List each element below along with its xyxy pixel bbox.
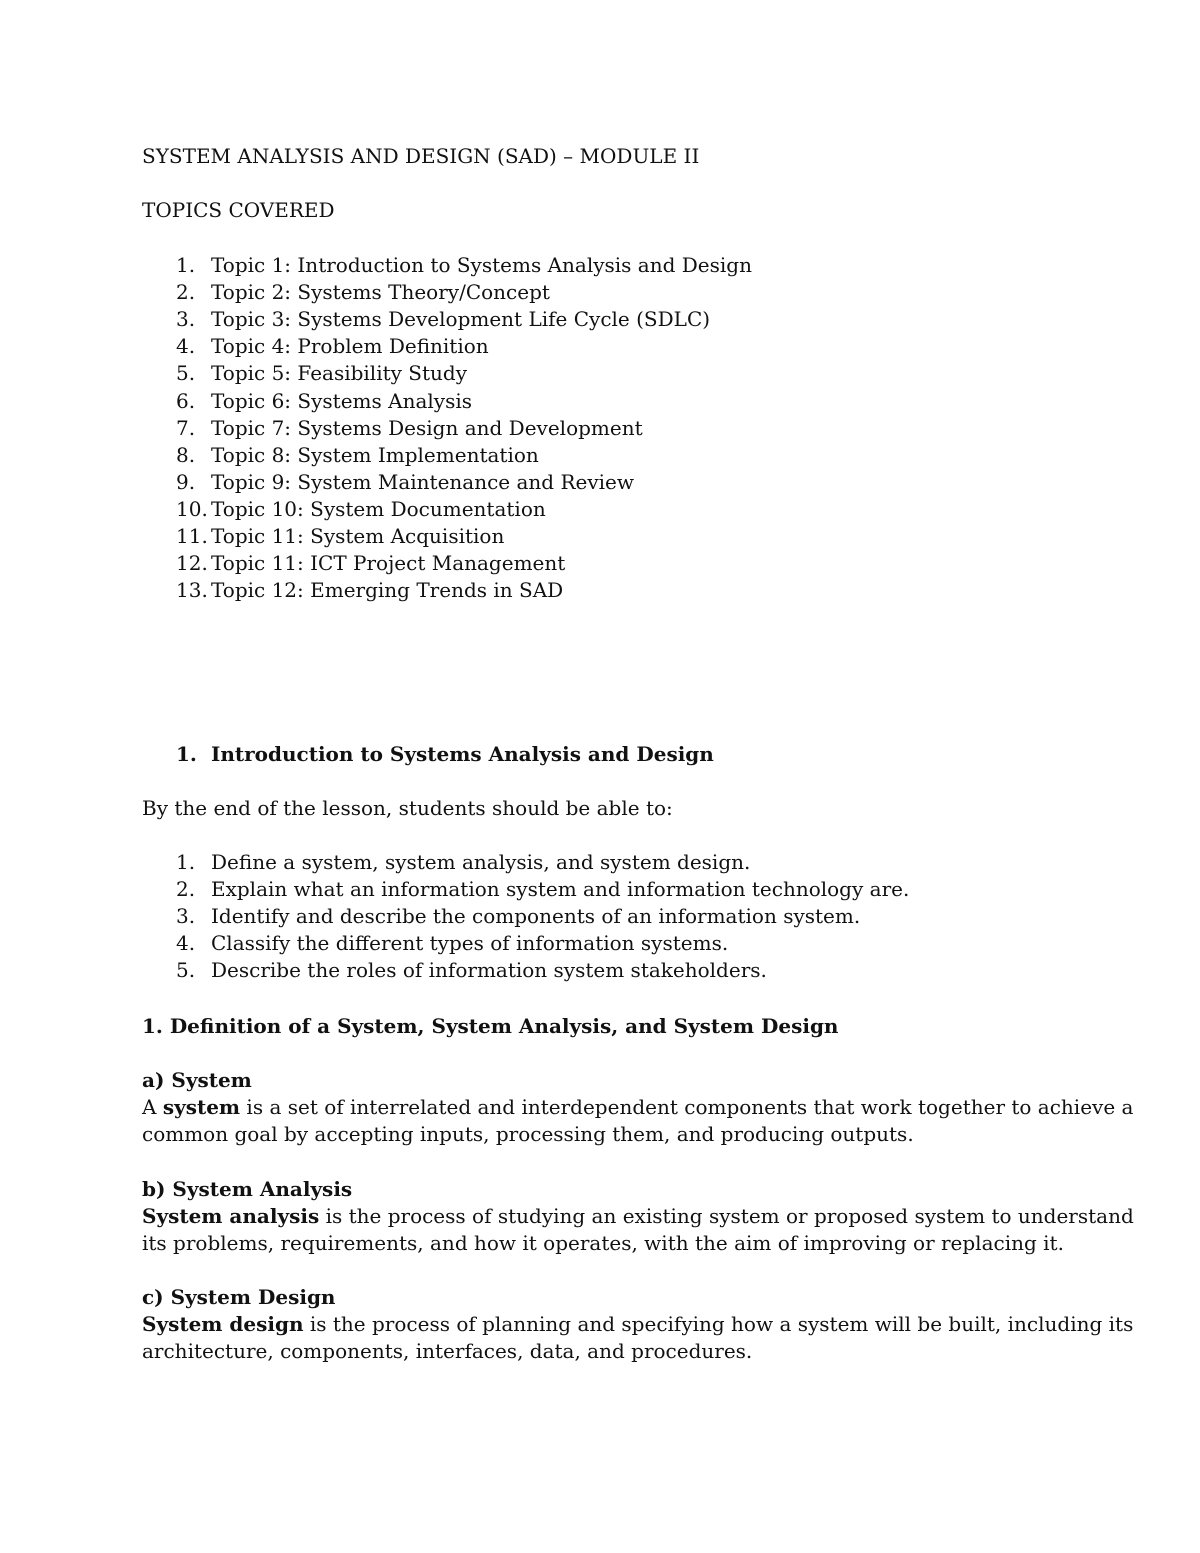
system-line1-rest: is a set of interrelated and interdependent components that work together to achieve a xyxy=(240,1095,1134,1119)
topic-item-text: Topic 5: Feasibility Study xyxy=(211,361,468,386)
topic-item-number: 12. xyxy=(176,551,208,576)
objective-item-text: Explain what an information system and information technology are. xyxy=(211,877,910,902)
objective-item-number: 1. xyxy=(176,850,196,874)
design-definition-line2: architecture, components, interfaces, data, and procedures. xyxy=(142,1339,753,1363)
system-term: system xyxy=(162,1095,241,1119)
analysis-term: System analysis xyxy=(142,1204,320,1228)
design-heading: c) System Design xyxy=(142,1285,336,1309)
topic-item-number: 2. xyxy=(176,280,196,305)
system-heading: a) System xyxy=(142,1068,252,1092)
objective-item-number: 4. xyxy=(176,931,196,956)
topic-item-number: 13. xyxy=(176,578,208,603)
topic-item-text: Topic 10: System Documentation xyxy=(211,496,546,521)
topic-item-number: 5. xyxy=(176,361,196,386)
topic-item-number: 10. xyxy=(176,496,208,521)
topic-item-text: Topic 11: System Acquisition xyxy=(211,524,505,548)
design-term: System design xyxy=(142,1312,304,1336)
design-definition-line1 xyxy=(142,1311,1133,1338)
objective-item-text: Classify the different types of information systems. xyxy=(211,931,729,956)
design-line1-rest: is the process of planning and specifying how a system will be built, including its xyxy=(303,1312,1134,1336)
topic-item-number: 9. xyxy=(176,469,196,494)
topic-item-text: Topic 1: Introduction to Systems Analysis and Design xyxy=(211,253,752,277)
topics-heading: TOPICS COVERED xyxy=(142,198,335,222)
analysis-definition-line1 xyxy=(142,1203,1134,1230)
topic-item-text: Topic 6: Systems Analysis xyxy=(211,388,472,413)
objective-item-number: 5. xyxy=(176,958,196,983)
topic-item-number: 3. xyxy=(176,307,196,332)
objective-item-number: 3. xyxy=(176,904,196,929)
topic-item-text: Topic 8: System Implementation xyxy=(211,442,539,467)
topic-item-text: Topic 11: ICT Project Management xyxy=(211,551,566,576)
topic-item-text: Topic 12: Emerging Trends in SAD xyxy=(211,578,564,603)
section1-number: 1. xyxy=(176,742,197,766)
system-pre: A xyxy=(142,1095,163,1119)
analysis-line1-rest: is the process of studying an existing system or proposed system to understand xyxy=(319,1204,1134,1228)
topic-item-number: 1. xyxy=(176,253,196,277)
objective-item-text: Define a system, system analysis, and system design. xyxy=(211,850,751,874)
topic-item-text: Topic 4: Problem Definition xyxy=(211,334,489,359)
topic-item-text: Topic 7: Systems Design and Development xyxy=(211,415,643,440)
objective-item-number: 2. xyxy=(176,877,196,902)
document-title: SYSTEM ANALYSIS AND DESIGN (SAD) – MODULE II xyxy=(142,144,700,168)
objective-item-text: Identify and describe the components of an information system. xyxy=(211,904,861,929)
topic-item-number: 7. xyxy=(176,415,196,440)
topic-item-number: 4. xyxy=(176,334,196,359)
definitions-heading: 1. Definition of a System, System Analysis, and System Design xyxy=(142,1014,839,1038)
system-definition-line1 xyxy=(142,1094,1133,1121)
objective-item-text: Describe the roles of information system stakeholders. xyxy=(211,958,767,983)
topic-item-text: Topic 3: Systems Development Life Cycle (SDLC) xyxy=(211,307,711,332)
analysis-heading: b) System Analysis xyxy=(142,1177,353,1201)
topic-item-number: 8. xyxy=(176,442,196,467)
system-definition-line2: common goal by accepting inputs, processing them, and producing outputs. xyxy=(142,1122,914,1146)
objectives-intro: By the end of the lesson, students should be able to: xyxy=(142,796,673,820)
section1-heading: Introduction to Systems Analysis and Design xyxy=(211,742,714,766)
topic-item-text: Topic 2: Systems Theory/Concept xyxy=(211,280,550,305)
topic-item-number: 11. xyxy=(176,524,208,548)
topic-item-number: 6. xyxy=(176,388,196,413)
topic-item-text: Topic 9: System Maintenance and Review xyxy=(211,469,635,494)
analysis-definition-line2: its problems, requirements, and how it operates, with the aim of improving or replacing it. xyxy=(142,1231,1064,1255)
